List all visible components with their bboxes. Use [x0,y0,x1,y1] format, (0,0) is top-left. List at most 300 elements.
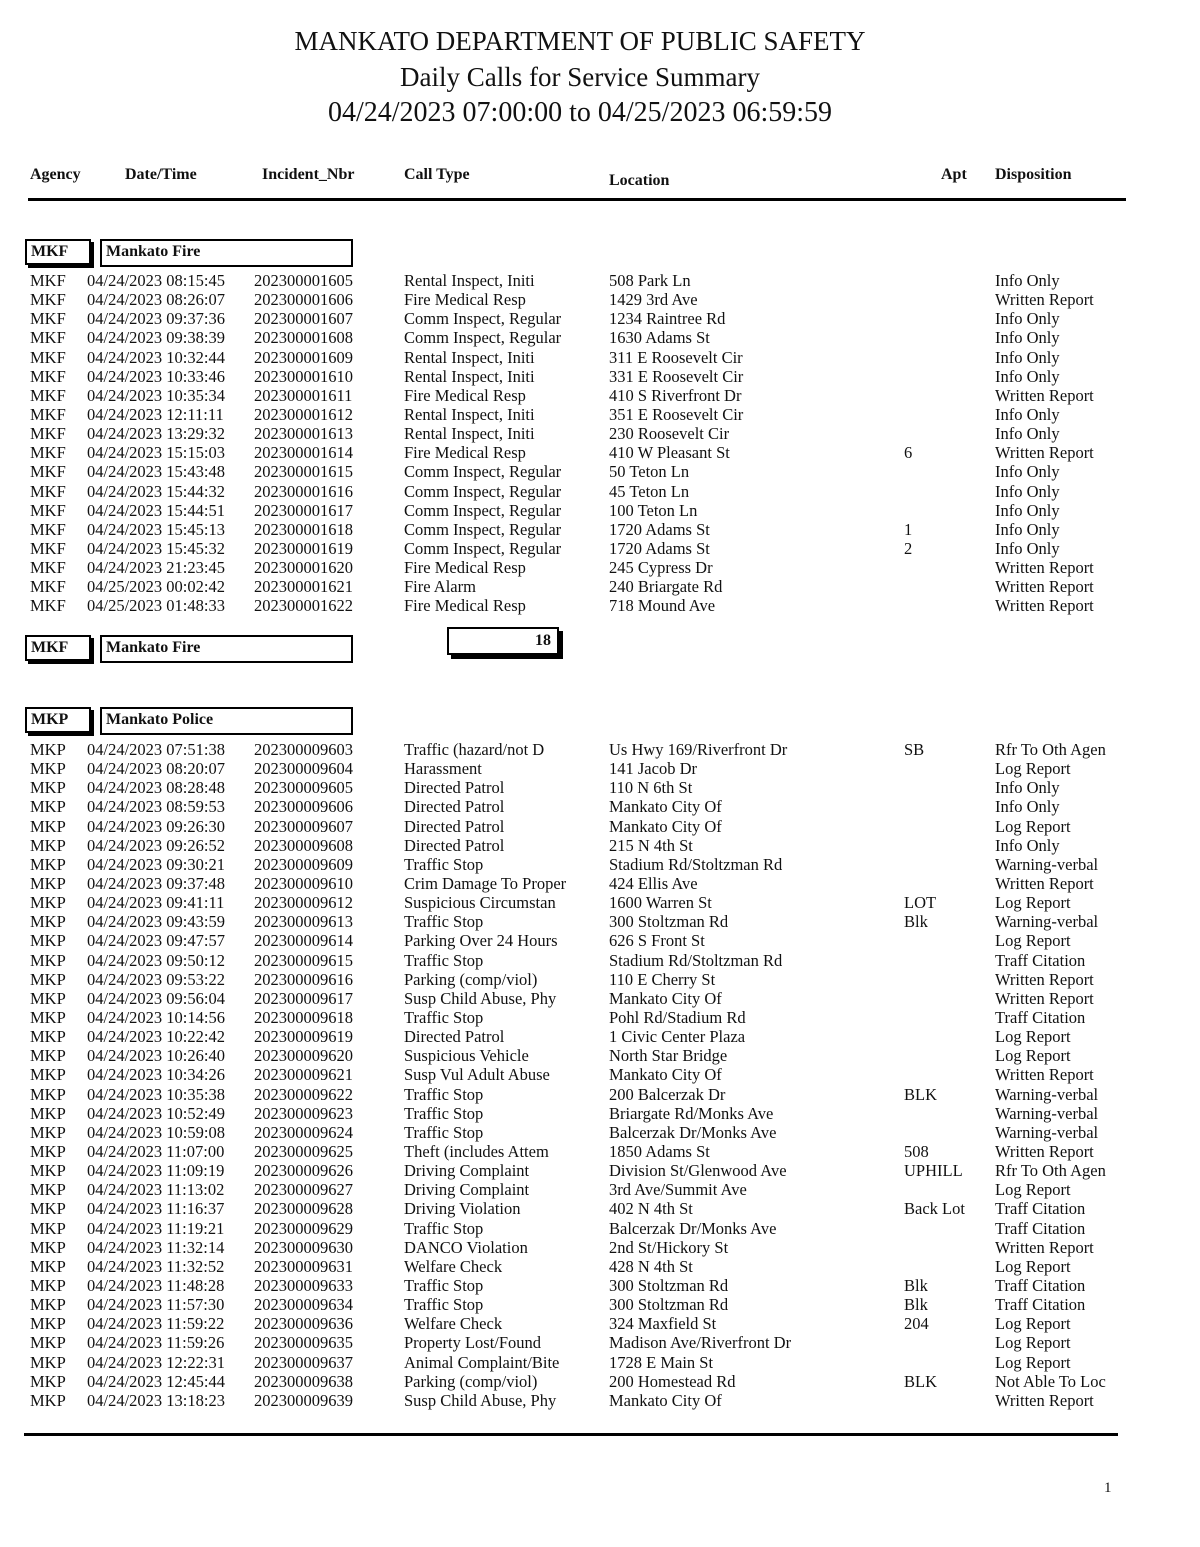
table-row [0,348,1200,367]
cell-agency: MKP [30,1333,66,1353]
cell-disposition: Info Only [995,404,1060,424]
cell-datetime: 04/24/2023 10:26:40 [87,1046,225,1066]
fire-footer-name: Mankato Fire [100,635,353,663]
cell-agency: MKP [30,854,66,874]
cell-disposition: Log Report [995,1314,1071,1334]
cell-incident: 202300009622 [254,1084,353,1104]
cell-disposition: Info Only [995,778,1060,798]
cell-incident: 202300009628 [254,1199,353,1219]
cell-incident: 202300009605 [254,778,353,798]
cell-calltype: Rental Inspect, Initi [404,366,535,386]
cell-datetime: 04/24/2023 09:38:39 [87,328,225,348]
cell-calltype: Rental Inspect, Initi [404,347,535,367]
cell-location: Mankato City Of [609,1065,722,1085]
cell-agency: MKP [30,1199,66,1219]
cell-disposition: Traff Citation [995,1295,1086,1315]
cell-location: 1630 Adams St [609,328,710,348]
cell-calltype: Fire Medical Resp [404,290,526,310]
cell-disposition: Info Only [995,271,1060,290]
cell-datetime: 04/24/2023 08:15:45 [87,271,225,290]
table-row [0,1276,1200,1295]
cell-incident: 202300001610 [254,366,353,386]
cell-location: Balcerzak Dr/Monks Ave [609,1218,777,1238]
cell-datetime: 04/24/2023 11:32:52 [87,1256,225,1276]
cell-location: 428 N 4th St [609,1256,693,1276]
cell-disposition: Traff Citation [995,1275,1086,1295]
cell-incident: 202300009608 [254,835,353,855]
cell-apt: Blk [904,912,928,932]
cell-agency: MKP [30,931,66,951]
cell-agency: MKF [30,328,66,348]
cell-agency: MKP [30,988,66,1008]
cell-agency: MKF [30,404,66,424]
report-date-range: 04/24/2023 07:00:00 to 04/25/2023 06:59:59 [327,97,832,128]
cell-agency: MKF [30,462,66,482]
table-row [0,309,1200,328]
cell-disposition: Info Only [995,835,1060,855]
cell-location: Mankato City Of [609,816,722,836]
cell-calltype: Driving Complaint [404,1161,530,1181]
cell-datetime: 04/24/2023 08:26:07 [87,290,225,310]
cell-incident: 202300001614 [254,443,353,463]
cell-agency: MKP [30,1007,66,1027]
cell-calltype: Directed Patrol [404,835,505,855]
cell-disposition: Info Only [995,328,1060,348]
table-row [0,1219,1200,1238]
table-row [0,855,1200,874]
cell-datetime: 04/24/2023 11:32:14 [87,1237,225,1257]
cell-incident: 202300001605 [254,271,353,290]
cell-calltype: Fire Medical Resp [404,596,526,616]
cell-datetime: 04/24/2023 08:20:07 [87,759,225,779]
cell-calltype: Fire Alarm [404,577,476,597]
cell-location: Briargate Rd/Monks Ave [609,1103,774,1123]
cell-agency: MKP [30,1237,66,1257]
cell-incident: 202300009618 [254,1007,353,1027]
cell-location: Madison Ave/Riverfront Dr [609,1333,792,1353]
cell-disposition: Written Report [995,558,1094,578]
cell-datetime: 04/24/2023 10:52:49 [87,1103,225,1123]
table-row [0,1027,1200,1046]
cell-calltype: Welfare Check [404,1314,503,1334]
cell-datetime: 04/24/2023 12:45:44 [87,1371,225,1391]
cell-disposition: Written Report [995,596,1094,616]
cell-disposition: Log Report [995,893,1071,913]
cell-location: 100 Teton Ln [609,500,698,520]
table-row [0,1008,1200,1027]
cell-datetime: 04/24/2023 09:26:52 [87,835,225,855]
cell-disposition: Written Report [995,385,1094,405]
fire-footer-code: MKF [25,635,91,661]
cell-disposition: Traff Citation [995,1218,1086,1238]
fire-agency-code: MKF [25,239,91,265]
cell-incident: 202300009630 [254,1237,353,1257]
cell-calltype: Traffic Stop [404,1218,484,1238]
cell-calltype: Comm Inspect, Regular [404,481,562,501]
cell-disposition: Info Only [995,481,1060,501]
cell-disposition: Warning-verbal [995,854,1099,874]
fire-agency-name: Mankato Fire [100,239,353,267]
cell-location: 718 Mound Ave [609,596,716,616]
table-row [0,290,1200,309]
cell-disposition: Info Only [995,424,1060,444]
cell-incident: 202300001606 [254,290,353,310]
cell-agency: MKF [30,309,66,329]
cell-calltype: Traffic Stop [404,950,484,970]
cell-incident: 202300009620 [254,1046,353,1066]
table-row [0,462,1200,481]
cell-disposition: Written Report [995,1065,1094,1085]
cell-agency: MKP [30,950,66,970]
cell-location: 200 Balcerzak Dr [609,1084,726,1104]
cell-apt: BLK [904,1084,937,1104]
cell-apt: Blk [904,1275,928,1295]
cell-incident: 202300009604 [254,759,353,779]
cell-datetime: 04/24/2023 09:37:48 [87,873,225,893]
cell-datetime: 04/24/2023 10:35:34 [87,385,225,405]
cell-location: 1 Civic Center Plaza [609,1027,746,1047]
cell-incident: 202300009609 [254,854,353,874]
cell-agency: MKF [30,385,66,405]
cell-calltype: Comm Inspect, Regular [404,328,562,348]
cell-datetime: 04/24/2023 11:07:00 [87,1141,225,1161]
cell-incident: 202300009610 [254,873,353,893]
table-row [0,443,1200,462]
cell-calltype: Traffic Stop [404,1103,484,1123]
cell-location: 1720 Adams St [609,538,710,558]
cell-disposition: Warning-verbal [995,1122,1099,1142]
cell-incident: 202300009619 [254,1027,353,1047]
cell-incident: 202300009635 [254,1333,353,1353]
table-row [0,328,1200,347]
cell-location: 402 N 4th St [609,1199,693,1219]
cell-calltype: Harassment [404,759,482,779]
cell-incident: 202300009615 [254,950,353,970]
cell-incident: 202300001612 [254,404,353,424]
cell-calltype: Comm Inspect, Regular [404,538,562,558]
table-row [0,1353,1200,1372]
cell-incident: 202300009616 [254,969,353,989]
cell-datetime: 04/24/2023 09:47:57 [87,931,225,951]
col-disposition-header: Disposition [995,166,1072,183]
cell-calltype: Traffic Stop [404,1275,484,1295]
cell-agency: MKF [30,481,66,501]
cell-location: 1728 E Main St [609,1352,714,1372]
table-row [0,893,1200,912]
cell-disposition: Written Report [995,969,1094,989]
table-row [0,970,1200,989]
cell-disposition: Info Only [995,462,1060,482]
police-call-list [0,740,1200,1410]
cell-location: 626 S Front St [609,931,705,951]
cell-datetime: 04/25/2023 01:48:33 [87,596,225,616]
cell-calltype: Property Lost/Found [404,1333,542,1353]
col-location-header: Location [609,172,670,189]
cell-datetime: 04/24/2023 11:59:22 [87,1314,225,1334]
cell-disposition: Traff Citation [995,1007,1086,1027]
table-row [0,1142,1200,1161]
cell-datetime: 04/24/2023 11:16:37 [87,1199,225,1219]
cell-location: 311 E Roosevelt Cir [609,347,743,367]
cell-agency: MKP [30,893,66,913]
col-incident-header: Incident_Nbr [262,166,355,183]
table-row [0,1295,1200,1314]
cell-datetime: 04/24/2023 09:37:36 [87,309,225,329]
cell-agency: MKF [30,443,66,463]
cell-disposition: Log Report [995,816,1071,836]
cell-calltype: Parking (comp/viol) [404,969,538,989]
cell-location: 215 N 4th St [609,835,693,855]
cell-location: North Star Bridge [609,1046,728,1066]
cell-calltype: Traffic Stop [404,1084,484,1104]
table-row [0,501,1200,520]
cell-location: 2nd St/Hickory St [609,1237,729,1257]
cell-calltype: DANCO Violation [404,1237,528,1257]
cell-incident: 202300001613 [254,424,353,444]
cell-location: 141 Jacob Dr [609,759,697,779]
cell-datetime: 04/24/2023 08:28:48 [87,778,225,798]
cell-disposition: Info Only [995,538,1060,558]
cell-datetime: 04/24/2023 10:33:46 [87,366,225,386]
cell-agency: MKP [30,1371,66,1391]
cell-disposition: Info Only [995,366,1060,386]
cell-disposition: Warning-verbal [995,1103,1099,1123]
table-row [0,367,1200,386]
table-row [0,405,1200,424]
cell-disposition: Written Report [995,873,1094,893]
cell-datetime: 04/24/2023 08:59:53 [87,797,225,817]
cell-disposition: Log Report [995,1256,1071,1276]
cell-calltype: Animal Complaint/Bite [404,1352,560,1372]
cell-location: 300 Stoltzman Rd [609,912,729,932]
cell-location: 410 W Pleasant St [609,443,730,463]
cell-location: 300 Stoltzman Rd [609,1295,729,1315]
cell-disposition: Warning-verbal [995,1084,1099,1104]
cell-agency: MKP [30,1027,66,1047]
cell-incident: 202300001609 [254,347,353,367]
cell-calltype: Directed Patrol [404,816,505,836]
cell-agency: MKP [30,740,66,759]
cell-datetime: 04/24/2023 15:15:03 [87,443,225,463]
cell-location: 410 S Riverfront Dr [609,385,742,405]
cell-location: Stadium Rd/Stoltzman Rd [609,854,783,874]
cell-datetime: 04/24/2023 11:09:19 [87,1161,225,1181]
cell-calltype: Directed Patrol [404,778,505,798]
cell-agency: MKF [30,366,66,386]
table-row [0,577,1200,596]
table-row [0,951,1200,970]
cell-location: 351 E Roosevelt Cir [609,404,744,424]
table-row [0,1333,1200,1352]
cell-incident: 202300001619 [254,538,353,558]
cell-calltype: Suspicious Vehicle [404,1046,529,1066]
cell-calltype: Fire Medical Resp [404,558,526,578]
cell-location: Mankato City Of [609,797,722,817]
table-row [0,1238,1200,1257]
police-agency-name: Mankato Police [100,707,353,735]
cell-datetime: 04/24/2023 09:50:12 [87,950,225,970]
cell-agency: MKP [30,797,66,817]
cell-calltype: Traffic Stop [404,1007,484,1027]
cell-datetime: 04/24/2023 09:56:04 [87,988,225,1008]
cell-apt: BLK [904,1371,937,1391]
table-row [0,836,1200,855]
cell-calltype: Parking (comp/viol) [404,1371,538,1391]
table-row [0,271,1200,290]
cell-datetime: 04/24/2023 11:59:26 [87,1333,225,1353]
cell-agency: MKP [30,1046,66,1066]
fire-call-list [0,271,1200,616]
cell-datetime: 04/24/2023 15:44:51 [87,500,225,520]
cell-disposition: Log Report [995,1333,1071,1353]
cell-agency: MKP [30,1295,66,1315]
table-row [0,1257,1200,1276]
cell-datetime: 04/24/2023 09:43:59 [87,912,225,932]
table-row [0,989,1200,1008]
cell-agency: MKF [30,500,66,520]
cell-disposition: Log Report [995,931,1071,951]
cell-datetime: 04/24/2023 11:13:02 [87,1180,225,1200]
cell-calltype: Crim Damage To Proper [404,873,567,893]
cell-location: 50 Teton Ln [609,462,690,482]
cell-agency: MKP [30,1256,66,1276]
cell-disposition: Not Able To Loc [995,1371,1106,1391]
cell-calltype: Traffic Stop [404,912,484,932]
cell-calltype: Traffic Stop [404,854,484,874]
cell-agency: MKF [30,538,66,558]
cell-incident: 202300009633 [254,1275,353,1295]
cell-disposition: Warning-verbal [995,912,1099,932]
cell-disposition: Written Report [995,577,1094,597]
cell-location: 1234 Raintree Rd [609,309,726,329]
cell-apt: LOT [904,893,937,913]
cell-calltype: Susp Vul Adult Abuse [404,1065,550,1085]
cell-location: Us Hwy 169/Riverfront Dr [609,740,788,759]
cell-apt: Back Lot [904,1199,965,1219]
cell-calltype: Rental Inspect, Initi [404,404,535,424]
cell-location: 1429 3rd Ave [609,290,698,310]
cell-incident: 202300009606 [254,797,353,817]
cell-calltype: Traffic (hazard/not D [404,740,545,759]
cell-location: 110 N 6th St [609,778,693,798]
cell-disposition: Info Only [995,309,1060,329]
cell-datetime: 04/24/2023 13:18:23 [87,1390,225,1410]
cell-agency: MKP [30,1314,66,1334]
cell-datetime: 04/24/2023 12:22:31 [87,1352,225,1372]
cell-datetime: 04/24/2023 13:29:32 [87,424,225,444]
table-row [0,1199,1200,1218]
cell-incident: 202300001616 [254,481,353,501]
table-row [0,1372,1200,1391]
cell-datetime: 04/24/2023 15:45:13 [87,519,225,539]
col-calltype-header: Call Type [404,166,470,183]
table-row [0,596,1200,615]
cell-disposition: Log Report [995,1046,1071,1066]
cell-agency: MKF [30,577,66,597]
table-row [0,424,1200,443]
cell-datetime: 04/24/2023 07:51:38 [87,740,225,759]
cell-incident: 202300001622 [254,596,353,616]
page-number: 1 [1104,1480,1112,1496]
table-row [0,1065,1200,1084]
cell-datetime: 04/25/2023 00:02:42 [87,577,225,597]
cell-incident: 202300001618 [254,519,353,539]
cell-incident: 202300009638 [254,1371,353,1391]
cell-incident: 202300009629 [254,1218,353,1238]
cell-datetime: 04/24/2023 09:30:21 [87,854,225,874]
table-row [0,482,1200,501]
cell-apt: SB [904,740,925,759]
table-row [0,1104,1200,1123]
cell-agency: MKF [30,290,66,310]
cell-datetime: 04/24/2023 10:35:38 [87,1084,225,1104]
cell-agency: MKP [30,1218,66,1238]
cell-agency: MKP [30,1065,66,1085]
cell-agency: MKP [30,778,66,798]
table-row [0,778,1200,797]
cell-agency: MKP [30,1161,66,1181]
cell-datetime: 04/24/2023 15:45:32 [87,538,225,558]
table-row [0,1314,1200,1333]
cell-apt: 204 [904,1314,929,1334]
cell-disposition: Log Report [995,1352,1071,1372]
cell-datetime: 04/24/2023 09:41:11 [87,893,225,913]
cell-calltype: Theft (includes Attem [404,1141,549,1161]
cell-disposition: Rfr To Oth Agen [995,740,1106,759]
cell-agency: MKF [30,558,66,578]
cell-location: 245 Cypress Dr [609,558,713,578]
col-datetime-header: Date/Time [125,166,197,183]
cell-disposition: Info Only [995,797,1060,817]
cell-disposition: Log Report [995,759,1071,779]
cell-agency: MKP [30,873,66,893]
table-row [0,912,1200,931]
table-row [0,539,1200,558]
cell-agency: MKP [30,1390,66,1410]
cell-disposition: Written Report [995,290,1094,310]
report-title: MANKATO DEPARTMENT OF PUBLIC SAFETY [294,26,866,56]
cell-location: Stadium Rd/Stoltzman Rd [609,950,783,970]
cell-disposition: Log Report [995,1180,1071,1200]
cell-calltype: Rental Inspect, Initi [404,271,535,290]
cell-agency: MKP [30,1352,66,1372]
cell-calltype: Suspicious Circumstan [404,893,556,913]
table-row [0,1180,1200,1199]
cell-location: 508 Park Ln [609,271,691,290]
cell-disposition: Info Only [995,347,1060,367]
col-apt-header: Apt [941,166,967,183]
table-row [0,797,1200,816]
cell-calltype: Susp Child Abuse, Phy [404,988,557,1008]
cell-incident: 202300009626 [254,1161,353,1181]
cell-calltype: Rental Inspect, Initi [404,424,535,444]
cell-location: 110 E Cherry St [609,969,716,989]
cell-incident: 202300009613 [254,912,353,932]
cell-disposition: Written Report [995,1390,1094,1410]
table-row [0,1391,1200,1410]
cell-incident: 202300001608 [254,328,353,348]
table-row [0,1085,1200,1104]
cell-disposition: Written Report [995,1141,1094,1161]
cell-calltype: Comm Inspect, Regular [404,462,562,482]
police-agency-code: MKP [25,707,91,733]
cell-incident: 202300001607 [254,309,353,329]
cell-disposition: Traff Citation [995,950,1086,970]
header-rule [28,198,1126,201]
cell-apt: 1 [904,519,913,539]
cell-incident: 202300009625 [254,1141,353,1161]
cell-incident: 202300001617 [254,500,353,520]
